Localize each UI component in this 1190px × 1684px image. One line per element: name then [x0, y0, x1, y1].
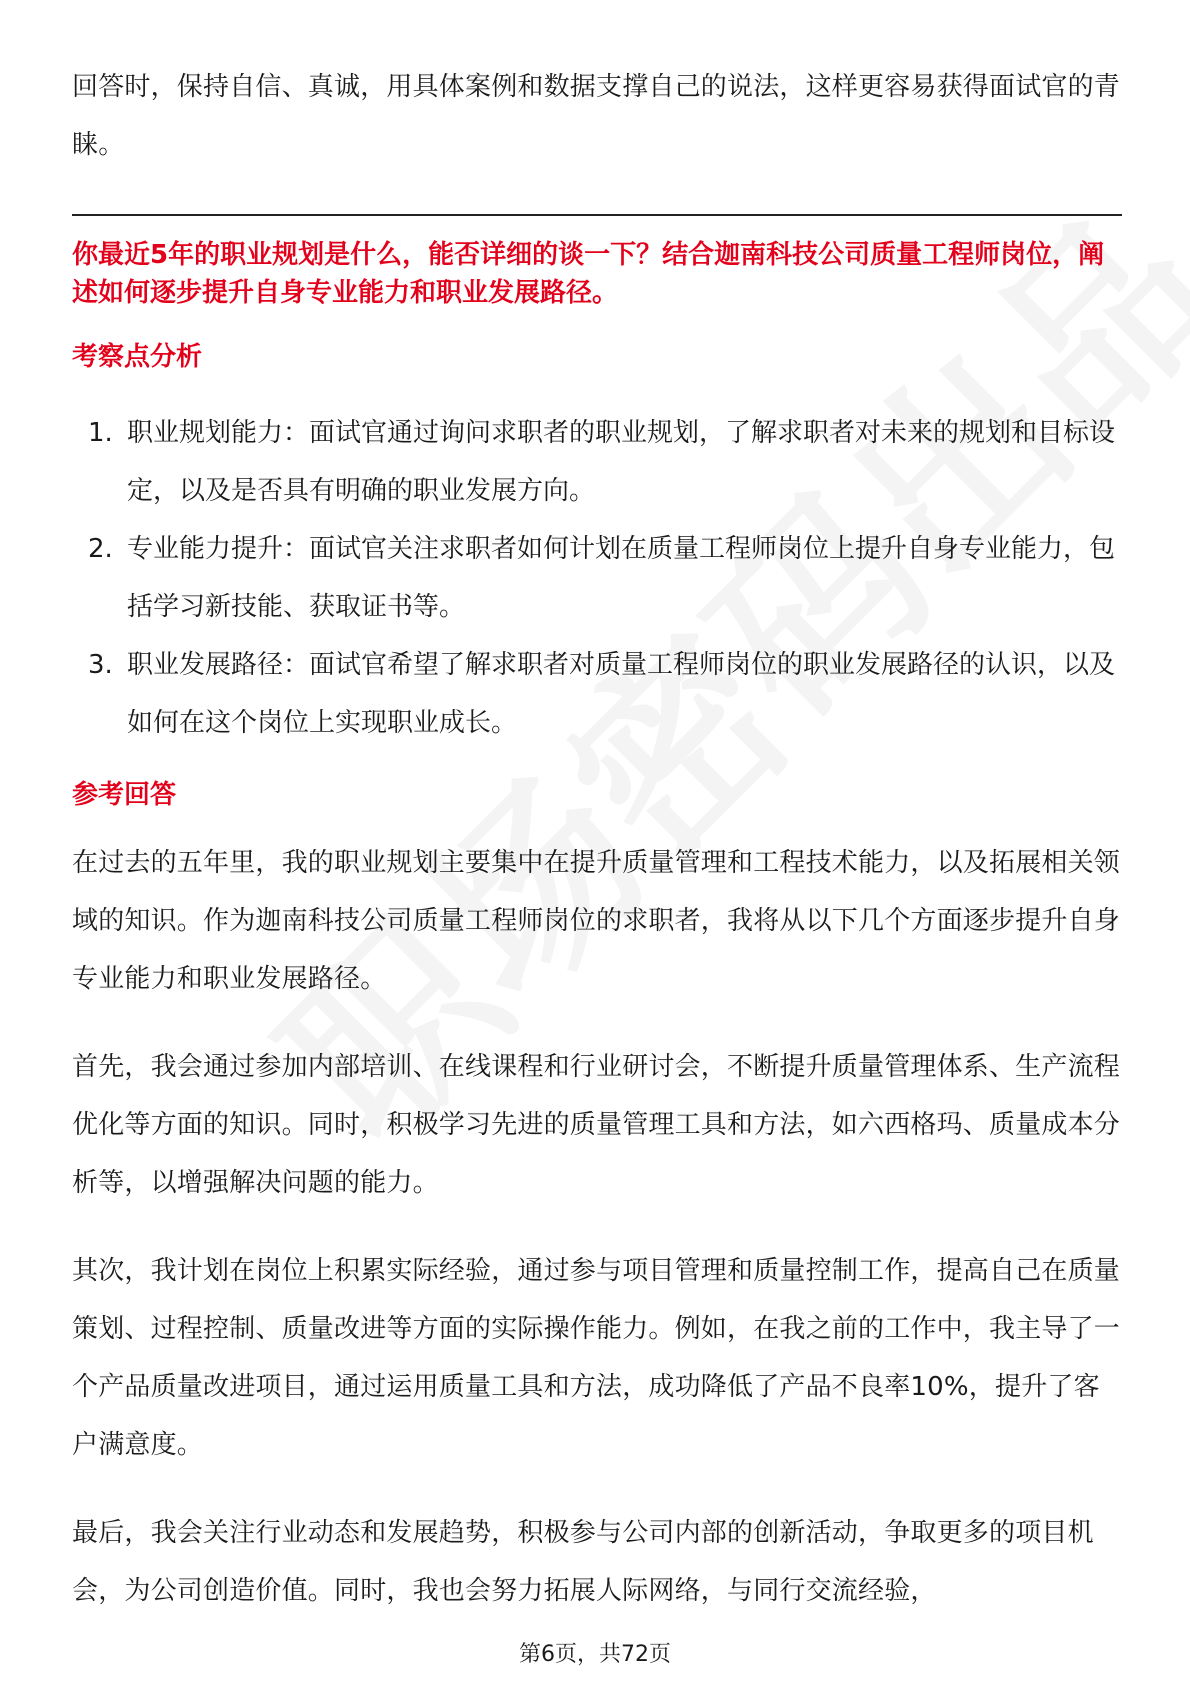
- list-item-text: 职业发展路径：面试官希望了解求职者对质量工程师岗位的职业发展路径的认识，以及如何在这个岗位上实现职业成长。: [127, 650, 1116, 738]
- list-item: [72, 404, 1122, 520]
- answer-paragraph: 首先，我会通过参加内部培训、在线课程和行业研讨会，不断提升质量管理体系、生产流程优化等方面的知识。同时，积极学习先进的质量管理工具和方法，如六西格玛、质量成本分析等，以增强解决问题的能力。: [72, 1052, 1121, 1198]
- list-item: [72, 636, 1122, 752]
- intro-paragraph: 回答时，保持自信、真诚，用具体案例和数据支撑自己的说法，这样更容易获得面试官的青睐。: [72, 72, 1121, 160]
- list-item-number: 2.: [88, 534, 113, 564]
- answer-title: 参考回答: [72, 780, 177, 810]
- answer-paragraph: 其次，我计划在岗位上积累实际经验，通过参与项目管理和质量控制工作，提高自己在质量策划、过程控制、质量改进等方面的实际操作能力。例如，在我之前的工作中，我主导了一个产品质量改进项目，通过运用质量工具和方法，成功降低了产品不良率10%，提升了客户满意度。: [72, 1256, 1121, 1460]
- analysis-title: 考察点分析: [72, 342, 203, 372]
- answer-paragraph: 最后，我会关注行业动态和发展趋势，积极参与公司内部的创新活动，争取更多的项目机会，为公司创造价值。同时，我也会努力拓展人际网络，与同行交流经验，: [72, 1518, 1094, 1606]
- list-item: [72, 520, 1122, 636]
- list-item-number: 3.: [88, 650, 113, 680]
- analysis-list: [72, 404, 1122, 752]
- answer-paragraph: 在过去的五年里，我的职业规划主要集中在提升质量管理和工程技术能力，以及拓展相关领域的知识。作为迦南科技公司质量工程师岗位的求职者，我将从以下几个方面逐步提升自身专业能力和职业发展路径。: [72, 848, 1121, 994]
- list-item-text: 职业规划能力：面试官通过询问求职者的职业规划，了解求职者对未来的规划和目标设定，以及是否具有明确的职业发展方向。: [127, 418, 1116, 506]
- document-page: [72, 58, 1122, 1650]
- list-item-number: 1.: [88, 418, 113, 448]
- page-number-footer: 第6页，共72页: [519, 1642, 671, 1667]
- section-divider: [72, 214, 1122, 216]
- question-heading: 你最近5年的职业规划是什么，能否详细的谈一下？结合迦南科技公司质量工程师岗位，阐述如何逐步提升自身专业能力和职业发展路径。: [72, 240, 1105, 308]
- list-item-text: 专业能力提升：面试官关注求职者如何计划在质量工程师岗位上提升自身专业能力，包括学习新技能、获取证书等。: [127, 534, 1116, 622]
